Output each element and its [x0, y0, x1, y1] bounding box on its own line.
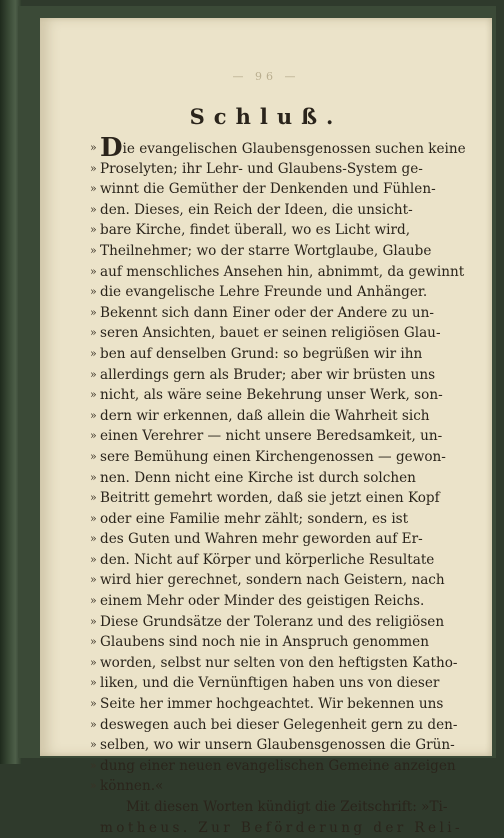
text-line	[90, 133, 492, 163]
text-line	[90, 159, 492, 180]
book-cover	[18, 6, 496, 836]
text-line	[90, 406, 492, 427]
text-line	[90, 282, 492, 303]
closing-line-1: Mit diesen Worten kündigt die Zeitschrift: »Ti-	[126, 799, 448, 815]
quote-mark: »	[90, 264, 97, 278]
line-text: seren Ansichten, bauet er seinen religiösen Glau-	[100, 325, 441, 342]
text-line	[90, 200, 492, 221]
line-text: winnt die Gemüther der Denkenden und Fühlen-	[100, 181, 436, 198]
drop-capital: D	[100, 133, 123, 163]
line-text: auf menschliches Ansehen hin, abnimmt, da gewinnt	[100, 263, 465, 280]
line-text: Bekennt sich dann Einer oder der Andere zu un-	[100, 304, 434, 321]
page-number: — 96 —	[232, 70, 300, 83]
line-text: des Guten und Wahren mehr geworden auf Er-	[100, 531, 423, 548]
text-line	[90, 529, 492, 550]
quote-mark: »	[90, 285, 97, 299]
text-line	[90, 653, 492, 674]
page-body	[90, 133, 492, 838]
line-text: den. Nicht auf Körper und körperliche Resultate	[100, 551, 435, 568]
line-text: ie evangelischen Glaubensgenossen suchen keine	[122, 141, 466, 157]
quote-mark: »	[90, 635, 97, 649]
quote-mark: »	[90, 223, 97, 237]
text-line	[90, 632, 492, 653]
text-line	[90, 468, 492, 489]
text-line	[90, 694, 492, 715]
line-text: nicht, als wäre seine Bekehrung unser Werk, son-	[100, 387, 443, 404]
line-text: die evangelische Lehre Freunde und Anhänger.	[100, 284, 428, 301]
quote-mark: »	[90, 614, 97, 628]
quote-mark: »	[90, 491, 97, 505]
quote-mark: »	[90, 655, 97, 669]
quote-mark: »	[90, 676, 97, 690]
line-text: oder eine Familie mehr zählt; sondern, es ist	[100, 510, 409, 527]
quote-mark: »	[90, 758, 97, 772]
section-heading: Schluß.	[189, 104, 343, 129]
text-line	[90, 323, 492, 344]
quote-mark: »	[90, 141, 97, 154]
text-line	[90, 344, 492, 365]
text-line	[90, 385, 492, 406]
quote-mark: »	[90, 573, 97, 587]
text-line	[90, 715, 492, 736]
text-line	[90, 776, 492, 797]
text-line	[90, 303, 492, 324]
text-line	[90, 179, 492, 200]
quote-mark: »	[90, 305, 97, 319]
quote-mark: »	[90, 182, 97, 196]
line-text: liken, und die Vernünftigen haben uns von dieser	[100, 675, 440, 692]
line-text: deswegen auch bei dieser Gelegenheit gern zu den-	[100, 716, 458, 733]
line-text: Seite her immer hochgeachtet. Wir bekennen uns	[100, 696, 444, 713]
line-text: Glaubens sind noch nie in Anspruch genommen	[100, 634, 429, 651]
line-text: dern wir erkennen, daß allein die Wahrheit sich	[100, 407, 430, 424]
quote-mark: »	[90, 429, 97, 443]
line-text: Beitritt gemehrt worden, daß sie jetzt einen Kopf	[100, 490, 440, 507]
quote-mark: »	[90, 408, 97, 422]
text-line	[90, 756, 492, 777]
text-line	[90, 550, 492, 571]
text-line	[90, 447, 492, 468]
quote-mark: »	[90, 717, 97, 731]
line-text: Proselyten; ihr Lehr- und Glaubens-System ge-	[100, 160, 423, 177]
quote-mark: »	[90, 738, 97, 752]
quote-mark: »	[90, 388, 97, 402]
book-page	[40, 18, 492, 836]
text-line	[90, 365, 492, 386]
text-line	[90, 591, 492, 612]
line-text: wird hier gerechnet, sondern nach Geistern, nach	[100, 572, 445, 589]
quote-mark: »	[90, 697, 97, 711]
text-line	[90, 262, 492, 283]
quote-mark: »	[90, 161, 97, 175]
quote-mark: »	[90, 532, 97, 546]
quote-mark: »	[90, 594, 97, 608]
text-line	[90, 735, 492, 756]
quote-mark: »	[90, 346, 97, 360]
line-text: sere Bemühung einen Kirchengenossen — gewon-	[100, 448, 446, 465]
line-text: Diese Grundsätze der Toleranz und des religiösen	[100, 613, 445, 630]
line-text: den. Dieses, ein Reich der Ideen, die unsicht-	[100, 201, 413, 218]
text-line	[90, 220, 492, 241]
text-line	[90, 612, 492, 633]
quote-mark: »	[90, 367, 97, 381]
text-line	[90, 673, 492, 694]
line-text: ben auf denselben Grund: so begrüßen wir ihn	[100, 345, 423, 362]
line-text: allerdings gern als Bruder; aber wir brüsten uns	[100, 366, 436, 383]
line-text: selben, wo wir unsern Glaubensgenossen die Grün-	[100, 737, 455, 754]
text-line	[90, 570, 492, 591]
quote-mark: »	[90, 470, 97, 484]
text-line	[90, 426, 492, 447]
quote-mark: »	[90, 202, 97, 216]
line-text: einem Mehr oder Minder des geistigen Reichs.	[100, 593, 425, 610]
closing-line-2: motheus. Zur Beförderung der Reli-	[100, 819, 463, 836]
line-text: bare Kirche, findet überall, wo es Licht wird,	[100, 222, 411, 239]
quote-mark: »	[90, 326, 97, 340]
quote-mark: »	[90, 449, 97, 463]
quote-mark: »	[90, 511, 97, 525]
quote-mark: »	[90, 243, 97, 257]
line-text: können.«	[100, 778, 164, 795]
line-text: Theilnehmer; wo der starre Wortglaube, Glaube	[100, 242, 432, 259]
quote-mark: »	[90, 552, 97, 566]
text-line	[90, 509, 492, 530]
text-line	[90, 488, 492, 509]
line-text: nen. Denn nicht eine Kirche ist durch solchen	[100, 469, 416, 486]
line-text: einen Verehrer — nicht unsere Beredsamkeit, un-	[100, 428, 443, 445]
text-line	[90, 241, 492, 262]
quote-mark: »	[90, 779, 97, 793]
line-text: dung einer neuen evangelischen Gemeine anzeigen	[100, 757, 456, 774]
line-text: worden, selbst nur selten von den heftigsten Katho-	[100, 654, 458, 671]
